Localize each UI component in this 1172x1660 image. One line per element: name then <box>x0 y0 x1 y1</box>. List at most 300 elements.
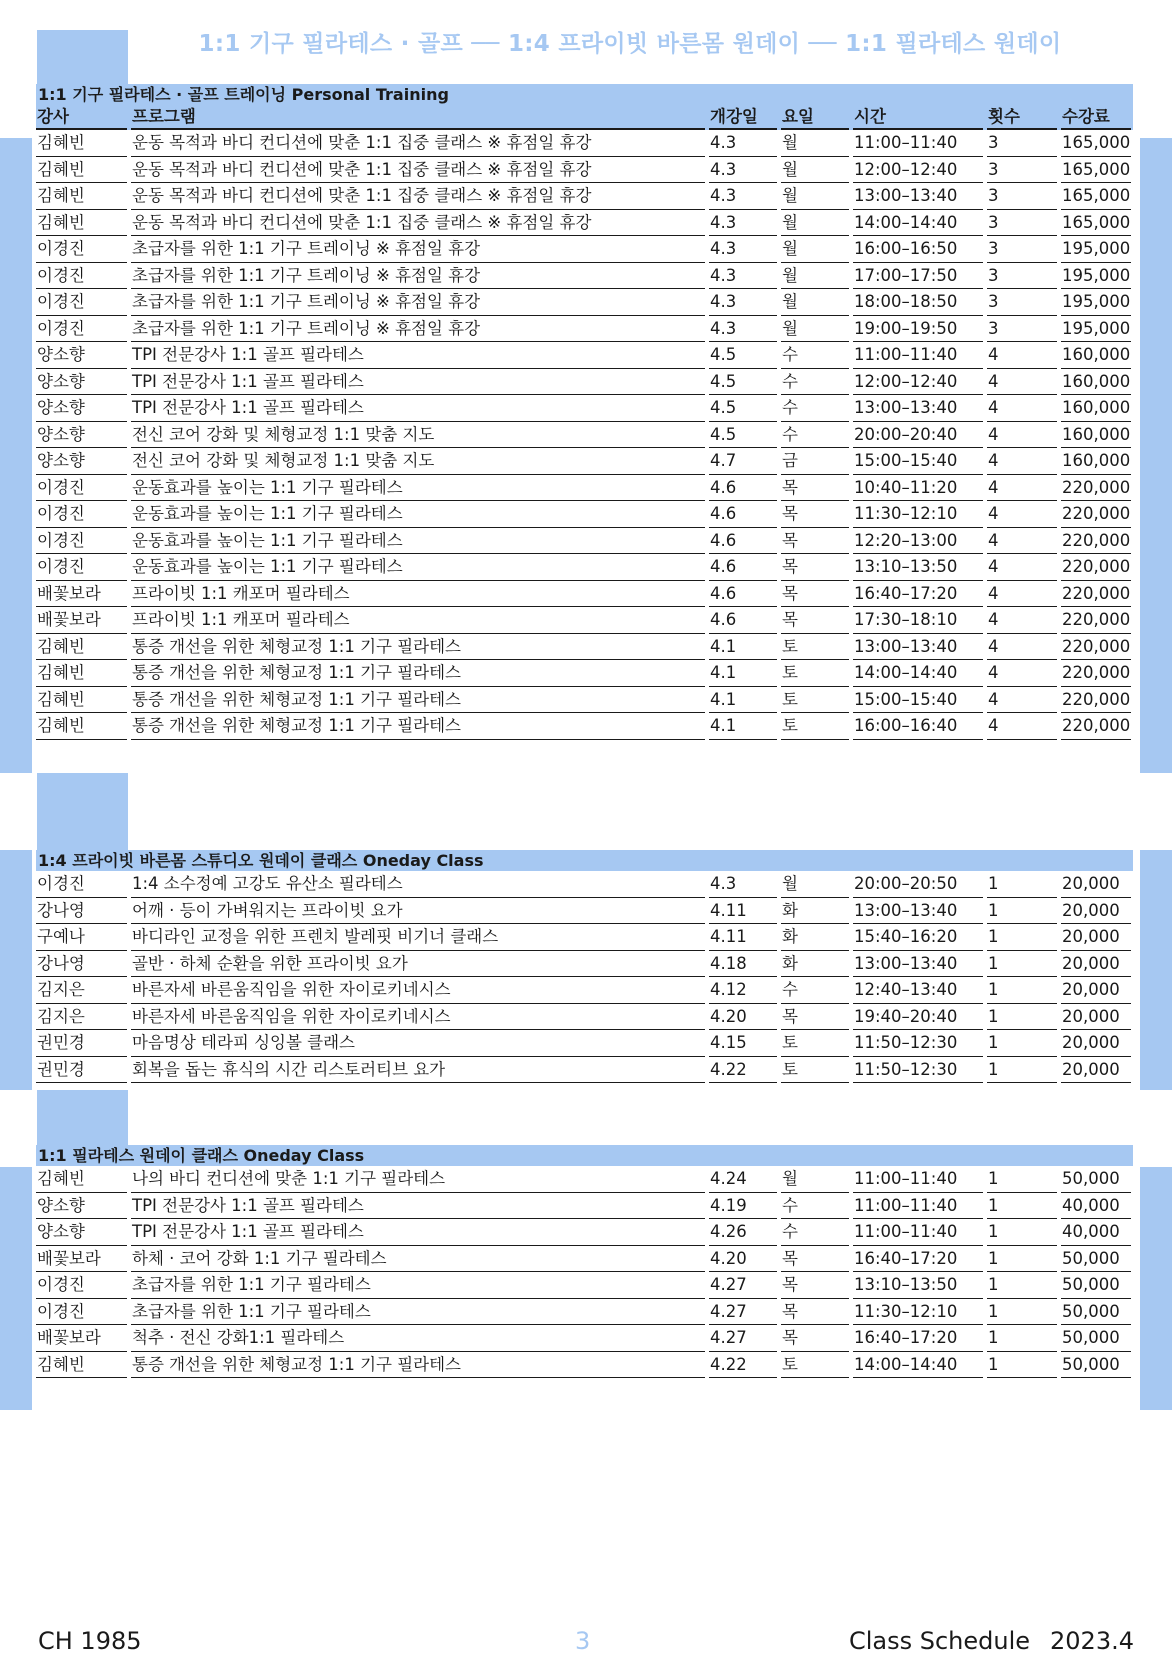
cell-start-date: 4.6 <box>709 581 777 608</box>
cell-program: 나의 바디 컨디션에 맞춘 1:1 기구 필라테스 <box>131 1166 705 1193</box>
cell-program: 통증 개선을 위한 체형교정 1:1 기구 필라테스 <box>131 634 705 661</box>
cell-instructor: 김혜빈 <box>36 660 127 687</box>
cell-program: 운동 목적과 바디 컨디션에 맞춘 1:1 집중 클래스 ※ 휴점일 휴강 <box>131 210 705 237</box>
cell-day: 목 <box>781 501 849 528</box>
cell-instructor: 김지은 <box>36 977 127 1004</box>
cell-instructor: 이경진 <box>36 501 127 528</box>
cell-day: 월 <box>781 316 849 343</box>
cell-program: TPI 전문강사 1:1 골프 필라테스 <box>131 1219 705 1246</box>
cell-time: 13:00–13:40 <box>853 898 983 925</box>
cell-day: 월 <box>781 210 849 237</box>
cell-fee: 220,000 <box>1061 687 1131 714</box>
table-row <box>36 130 1133 157</box>
cell-start-date: 4.15 <box>709 1030 777 1057</box>
cell-sessions: 4 <box>987 422 1057 449</box>
cell-day: 목 <box>781 607 849 634</box>
cell-fee: 195,000 <box>1061 316 1131 343</box>
cell-start-date: 4.20 <box>709 1004 777 1031</box>
cell-program: 운동효과를 높이는 1:1 기구 필라테스 <box>131 528 705 555</box>
cell-start-date: 4.26 <box>709 1219 777 1246</box>
cell-sessions: 3 <box>987 289 1057 316</box>
table-row <box>36 501 1133 528</box>
cell-instructor: 양소향 <box>36 342 127 369</box>
table-row <box>36 554 1133 581</box>
cell-day: 목 <box>781 554 849 581</box>
table-row <box>36 951 1133 978</box>
cell-sessions: 1 <box>987 871 1057 898</box>
table-row <box>36 236 1133 263</box>
cell-instructor: 양소향 <box>36 395 127 422</box>
cell-sessions: 4 <box>987 475 1057 502</box>
footer-page-number: 3 <box>575 1627 591 1655</box>
cell-time: 13:00–13:40 <box>853 395 983 422</box>
accent-block-mid <box>37 773 128 855</box>
cell-start-date: 4.19 <box>709 1193 777 1220</box>
cell-sessions: 1 <box>987 1004 1057 1031</box>
cell-fee: 165,000 <box>1061 210 1131 237</box>
cell-day: 월 <box>781 236 849 263</box>
cell-program: TPI 전문강사 1:1 골프 필라테스 <box>131 395 705 422</box>
cell-program: 회복을 돕는 휴식의 시간 리스토러티브 요가 <box>131 1057 705 1084</box>
cell-day: 목 <box>781 1272 849 1299</box>
cell-instructor: 권민경 <box>36 1030 127 1057</box>
table-row <box>36 157 1133 184</box>
cell-instructor: 김혜빈 <box>36 1352 127 1379</box>
cell-fee: 160,000 <box>1061 369 1131 396</box>
cell-day: 월 <box>781 1166 849 1193</box>
cell-instructor: 김혜빈 <box>36 1166 127 1193</box>
cell-sessions: 4 <box>987 369 1057 396</box>
cell-fee: 220,000 <box>1061 581 1131 608</box>
cell-day: 토 <box>781 713 849 740</box>
cell-sessions: 4 <box>987 395 1057 422</box>
cell-start-date: 4.27 <box>709 1272 777 1299</box>
cell-day: 월 <box>781 130 849 157</box>
cell-fee: 50,000 <box>1061 1299 1131 1326</box>
cell-instructor: 김혜빈 <box>36 210 127 237</box>
cell-fee: 20,000 <box>1061 924 1131 951</box>
accent-bar-left-3 <box>0 1167 32 1410</box>
cell-program: 운동 목적과 바디 컨디션에 맞춘 1:1 집중 클래스 ※ 휴점일 휴강 <box>131 130 705 157</box>
cell-program: 초급자를 위한 1:1 기구 트레이닝 ※ 휴점일 휴강 <box>131 263 705 290</box>
footer-date: 2023.4 <box>1050 1627 1134 1655</box>
cell-day: 수 <box>781 395 849 422</box>
table-row <box>36 422 1133 449</box>
cell-start-date: 4.27 <box>709 1299 777 1326</box>
cell-time: 14:00–14:40 <box>853 660 983 687</box>
cell-day: 토 <box>781 660 849 687</box>
cell-fee: 220,000 <box>1061 713 1131 740</box>
cell-sessions: 4 <box>987 342 1057 369</box>
cell-sessions: 1 <box>987 1057 1057 1084</box>
cell-program: 통증 개선을 위한 체형교정 1:1 기구 필라테스 <box>131 1352 705 1379</box>
cell-sessions: 4 <box>987 581 1057 608</box>
cell-instructor: 김혜빈 <box>36 183 127 210</box>
cell-time: 11:50–12:30 <box>853 1030 983 1057</box>
table-row <box>36 342 1133 369</box>
cell-start-date: 4.12 <box>709 977 777 1004</box>
cell-sessions: 1 <box>987 1219 1057 1246</box>
cell-program: 통증 개선을 위한 체형교정 1:1 기구 필라테스 <box>131 660 705 687</box>
col-program: 프로그램 <box>131 105 705 130</box>
cell-instructor: 강나영 <box>36 898 127 925</box>
cell-fee: 20,000 <box>1061 977 1131 1004</box>
cell-fee: 50,000 <box>1061 1352 1131 1379</box>
cell-time: 17:30–18:10 <box>853 607 983 634</box>
cell-instructor: 이경진 <box>36 871 127 898</box>
cell-program: 초급자를 위한 1:1 기구 트레이닝 ※ 휴점일 휴강 <box>131 316 705 343</box>
table-row <box>36 210 1133 237</box>
cell-program: 초급자를 위한 1:1 기구 필라테스 <box>131 1299 705 1326</box>
table-row <box>36 1246 1133 1273</box>
cell-start-date: 4.3 <box>709 157 777 184</box>
cell-sessions: 3 <box>987 316 1057 343</box>
cell-time: 11:00–11:40 <box>853 342 983 369</box>
cell-start-date: 4.20 <box>709 1246 777 1273</box>
footer-schedule-label <box>849 1627 1134 1655</box>
cell-start-date: 4.3 <box>709 183 777 210</box>
cell-day: 월 <box>781 289 849 316</box>
cell-program: 운동효과를 높이는 1:1 기구 필라테스 <box>131 475 705 502</box>
cell-time: 12:00–12:40 <box>853 157 983 184</box>
cell-time: 16:40–17:20 <box>853 1325 983 1352</box>
cell-fee: 220,000 <box>1061 528 1131 555</box>
cell-program: 골반 · 하체 순환을 위한 프라이빗 요가 <box>131 951 705 978</box>
table-row <box>36 634 1133 661</box>
cell-fee: 20,000 <box>1061 1004 1131 1031</box>
cell-instructor: 배꽃보라 <box>36 1246 127 1273</box>
cell-time: 11:00–11:40 <box>853 1219 983 1246</box>
cell-start-date: 4.3 <box>709 316 777 343</box>
cell-start-date: 4.1 <box>709 634 777 661</box>
cell-time: 11:50–12:30 <box>853 1057 983 1084</box>
cell-program: 바디라인 교정을 위한 프렌치 발레핏 비기너 클래스 <box>131 924 705 951</box>
cell-day: 수 <box>781 977 849 1004</box>
cell-start-date: 4.22 <box>709 1352 777 1379</box>
cell-instructor: 이경진 <box>36 528 127 555</box>
cell-program: 하체 · 코어 강화 1:1 기구 필라테스 <box>131 1246 705 1273</box>
cell-day: 월 <box>781 183 849 210</box>
table-row <box>36 898 1133 925</box>
cell-time: 14:00–14:40 <box>853 210 983 237</box>
accent-bar-right-3 <box>1140 1167 1172 1410</box>
cell-start-date: 4.1 <box>709 660 777 687</box>
section-personal-training <box>36 84 1133 740</box>
cell-instructor: 구예나 <box>36 924 127 951</box>
cell-start-date: 4.1 <box>709 687 777 714</box>
cell-time: 13:00–13:40 <box>853 951 983 978</box>
cell-sessions: 3 <box>987 130 1057 157</box>
cell-day: 화 <box>781 898 849 925</box>
col-time: 시간 <box>853 105 983 130</box>
cell-instructor: 양소향 <box>36 369 127 396</box>
table-row <box>36 1030 1133 1057</box>
cell-fee: 220,000 <box>1061 660 1131 687</box>
cell-instructor: 양소향 <box>36 422 127 449</box>
cell-start-date: 4.5 <box>709 369 777 396</box>
cell-fee: 20,000 <box>1061 1057 1131 1084</box>
cell-time: 12:40–13:40 <box>853 977 983 1004</box>
cell-time: 13:10–13:50 <box>853 1272 983 1299</box>
cell-start-date: 4.24 <box>709 1166 777 1193</box>
cell-time: 15:00–15:40 <box>853 687 983 714</box>
cell-fee: 220,000 <box>1061 554 1131 581</box>
table-row <box>36 183 1133 210</box>
table-body <box>36 1166 1133 1378</box>
cell-fee: 20,000 <box>1061 898 1131 925</box>
cell-sessions: 3 <box>987 210 1057 237</box>
cell-fee: 50,000 <box>1061 1272 1131 1299</box>
cell-time: 11:00–11:40 <box>853 1166 983 1193</box>
cell-day: 토 <box>781 1352 849 1379</box>
cell-instructor: 강나영 <box>36 951 127 978</box>
cell-sessions: 1 <box>987 1166 1057 1193</box>
accent-bar-left-2 <box>0 850 32 1090</box>
cell-sessions: 1 <box>987 951 1057 978</box>
cell-time: 12:20–13:00 <box>853 528 983 555</box>
section-oneday-group <box>36 850 1133 1083</box>
cell-fee: 195,000 <box>1061 289 1131 316</box>
cell-time: 16:40–17:20 <box>853 1246 983 1273</box>
cell-time: 11:00–11:40 <box>853 130 983 157</box>
cell-time: 13:10–13:50 <box>853 554 983 581</box>
table-row <box>36 713 1133 740</box>
cell-day: 월 <box>781 263 849 290</box>
cell-day: 화 <box>781 951 849 978</box>
cell-program: 마음명상 테라피 싱잉볼 클래스 <box>131 1030 705 1057</box>
table-row <box>36 1057 1133 1084</box>
cell-start-date: 4.5 <box>709 342 777 369</box>
cell-day: 목 <box>781 1004 849 1031</box>
cell-instructor: 김혜빈 <box>36 687 127 714</box>
cell-instructor: 이경진 <box>36 263 127 290</box>
table-row <box>36 687 1133 714</box>
table-row <box>36 316 1133 343</box>
cell-day: 수 <box>781 1193 849 1220</box>
col-fee: 수강료 <box>1061 105 1131 130</box>
table-row <box>36 871 1133 898</box>
table-row <box>36 607 1133 634</box>
table-row <box>36 369 1133 396</box>
table-row <box>36 581 1133 608</box>
cell-fee: 50,000 <box>1061 1325 1131 1352</box>
cell-start-date: 4.11 <box>709 924 777 951</box>
table-row <box>36 395 1133 422</box>
cell-program: 운동 목적과 바디 컨디션에 맞춘 1:1 집중 클래스 ※ 휴점일 휴강 <box>131 183 705 210</box>
cell-time: 18:00–18:50 <box>853 289 983 316</box>
section-oneday-private <box>36 1145 1133 1378</box>
cell-day: 수 <box>781 369 849 396</box>
cell-sessions: 1 <box>987 898 1057 925</box>
cell-instructor: 이경진 <box>36 289 127 316</box>
section-heading: 1:1 기구 필라테스 · 골프 트레이닝 Personal Training <box>36 84 1133 105</box>
cell-start-date: 4.27 <box>709 1325 777 1352</box>
cell-sessions: 4 <box>987 713 1057 740</box>
cell-instructor: 이경진 <box>36 554 127 581</box>
cell-sessions: 4 <box>987 448 1057 475</box>
table-body <box>36 871 1133 1083</box>
cell-start-date: 4.6 <box>709 607 777 634</box>
cell-fee: 160,000 <box>1061 342 1131 369</box>
cell-start-date: 4.11 <box>709 898 777 925</box>
cell-sessions: 4 <box>987 607 1057 634</box>
cell-program: 1:4 소수정예 고강도 유산소 필라테스 <box>131 871 705 898</box>
cell-start-date: 4.6 <box>709 475 777 502</box>
cell-instructor: 김혜빈 <box>36 130 127 157</box>
cell-time: 13:00–13:40 <box>853 634 983 661</box>
cell-start-date: 4.5 <box>709 422 777 449</box>
cell-program: 프라이빗 1:1 캐포머 필라테스 <box>131 581 705 608</box>
cell-fee: 160,000 <box>1061 422 1131 449</box>
table-row <box>36 1352 1133 1379</box>
table-row <box>36 528 1133 555</box>
col-sessions: 횟수 <box>987 105 1057 130</box>
cell-program: 통증 개선을 위한 체형교정 1:1 기구 필라테스 <box>131 687 705 714</box>
cell-day: 목 <box>781 1246 849 1273</box>
accent-bar-right-1 <box>1140 138 1172 773</box>
cell-start-date: 4.3 <box>709 289 777 316</box>
cell-time: 12:00–12:40 <box>853 369 983 396</box>
cell-time: 16:00–16:40 <box>853 713 983 740</box>
cell-start-date: 4.18 <box>709 951 777 978</box>
table-row <box>36 448 1133 475</box>
table-row <box>36 289 1133 316</box>
cell-sessions: 1 <box>987 1352 1057 1379</box>
cell-day: 월 <box>781 871 849 898</box>
cell-instructor: 배꽃보라 <box>36 607 127 634</box>
table-row <box>36 1219 1133 1246</box>
col-instructor: 강사 <box>36 105 127 130</box>
cell-sessions: 1 <box>987 1030 1057 1057</box>
table-row <box>36 263 1133 290</box>
cell-day: 목 <box>781 528 849 555</box>
cell-day: 토 <box>781 1057 849 1084</box>
cell-program: 초급자를 위한 1:1 기구 트레이닝 ※ 휴점일 휴강 <box>131 289 705 316</box>
cell-day: 수 <box>781 422 849 449</box>
cell-day: 토 <box>781 634 849 661</box>
cell-program: 운동효과를 높이는 1:1 기구 필라테스 <box>131 501 705 528</box>
cell-sessions: 4 <box>987 660 1057 687</box>
cell-instructor: 이경진 <box>36 1272 127 1299</box>
cell-start-date: 4.6 <box>709 554 777 581</box>
cell-day: 월 <box>781 157 849 184</box>
cell-sessions: 1 <box>987 924 1057 951</box>
cell-time: 11:30–12:10 <box>853 1299 983 1326</box>
cell-sessions: 4 <box>987 554 1057 581</box>
cell-start-date: 4.3 <box>709 236 777 263</box>
cell-sessions: 1 <box>987 1272 1057 1299</box>
cell-day: 목 <box>781 581 849 608</box>
cell-sessions: 3 <box>987 263 1057 290</box>
cell-start-date: 4.5 <box>709 395 777 422</box>
table-header-row <box>36 105 1133 130</box>
cell-time: 10:40–11:20 <box>853 475 983 502</box>
table-row <box>36 1004 1133 1031</box>
table-row <box>36 977 1133 1004</box>
table-row <box>36 1193 1133 1220</box>
cell-fee: 50,000 <box>1061 1166 1131 1193</box>
cell-fee: 50,000 <box>1061 1246 1131 1273</box>
col-start-date: 개강일 <box>709 105 777 130</box>
table-row <box>36 660 1133 687</box>
accent-block-top <box>37 30 128 86</box>
cell-time: 20:00–20:40 <box>853 422 983 449</box>
cell-time: 15:40–16:20 <box>853 924 983 951</box>
cell-sessions: 4 <box>987 634 1057 661</box>
page-title: 1:1 기구 필라테스 · 골프 ── 1:4 프라이빗 바른몸 원데이 ── 1:1 필라테스 원데이 <box>198 31 1062 57</box>
cell-fee: 40,000 <box>1061 1193 1131 1220</box>
cell-instructor: 양소향 <box>36 448 127 475</box>
cell-program: 전신 코어 강화 및 체형교정 1:1 맞춤 지도 <box>131 422 705 449</box>
table-row <box>36 1272 1133 1299</box>
cell-time: 17:00–17:50 <box>853 263 983 290</box>
cell-instructor: 배꽃보라 <box>36 581 127 608</box>
cell-instructor: 권민경 <box>36 1057 127 1084</box>
cell-program: 운동효과를 높이는 1:1 기구 필라테스 <box>131 554 705 581</box>
cell-fee: 165,000 <box>1061 157 1131 184</box>
cell-start-date: 4.3 <box>709 871 777 898</box>
cell-program: 초급자를 위한 1:1 기구 필라테스 <box>131 1272 705 1299</box>
cell-time: 19:00–19:50 <box>853 316 983 343</box>
cell-instructor: 양소향 <box>36 1219 127 1246</box>
cell-day: 수 <box>781 342 849 369</box>
cell-fee: 220,000 <box>1061 634 1131 661</box>
cell-start-date: 4.3 <box>709 130 777 157</box>
cell-program: TPI 전문강사 1:1 골프 필라테스 <box>131 1193 705 1220</box>
cell-program: 바른자세 바른움직임을 위한 자이로키네시스 <box>131 1004 705 1031</box>
cell-sessions: 1 <box>987 1325 1057 1352</box>
col-day: 요일 <box>781 105 849 130</box>
footer-brand: CH 1985 <box>38 1627 142 1655</box>
cell-time: 16:00–16:50 <box>853 236 983 263</box>
cell-program: 통증 개선을 위한 체형교정 1:1 기구 필라테스 <box>131 713 705 740</box>
cell-fee: 20,000 <box>1061 1030 1131 1057</box>
cell-program: TPI 전문강사 1:1 골프 필라테스 <box>131 342 705 369</box>
cell-program: 척추 · 전신 강화1:1 필라테스 <box>131 1325 705 1352</box>
cell-day: 화 <box>781 924 849 951</box>
table-row <box>36 1299 1133 1326</box>
cell-fee: 20,000 <box>1061 951 1131 978</box>
cell-fee: 195,000 <box>1061 263 1131 290</box>
section-heading: 1:1 필라테스 원데이 클래스 Oneday Class <box>36 1145 1133 1166</box>
cell-time: 20:00–20:50 <box>853 871 983 898</box>
cell-instructor: 이경진 <box>36 1299 127 1326</box>
cell-program: 초급자를 위한 1:1 기구 트레이닝 ※ 휴점일 휴강 <box>131 236 705 263</box>
cell-day: 토 <box>781 1030 849 1057</box>
cell-start-date: 4.7 <box>709 448 777 475</box>
cell-instructor: 이경진 <box>36 475 127 502</box>
table-row <box>36 475 1133 502</box>
cell-time: 11:00–11:40 <box>853 1193 983 1220</box>
cell-fee: 220,000 <box>1061 475 1131 502</box>
cell-instructor: 김지은 <box>36 1004 127 1031</box>
cell-start-date: 4.1 <box>709 713 777 740</box>
cell-start-date: 4.3 <box>709 263 777 290</box>
cell-fee: 165,000 <box>1061 183 1131 210</box>
accent-bar-left-1 <box>0 138 32 773</box>
cell-fee: 165,000 <box>1061 130 1131 157</box>
cell-instructor: 양소향 <box>36 1193 127 1220</box>
cell-instructor: 김혜빈 <box>36 713 127 740</box>
cell-sessions: 3 <box>987 157 1057 184</box>
cell-instructor: 김혜빈 <box>36 634 127 661</box>
cell-day: 목 <box>781 475 849 502</box>
cell-sessions: 4 <box>987 687 1057 714</box>
cell-fee: 195,000 <box>1061 236 1131 263</box>
cell-program: TPI 전문강사 1:1 골프 필라테스 <box>131 369 705 396</box>
cell-program: 프라이빗 1:1 캐포머 필라테스 <box>131 607 705 634</box>
cell-time: 13:00–13:40 <box>853 183 983 210</box>
